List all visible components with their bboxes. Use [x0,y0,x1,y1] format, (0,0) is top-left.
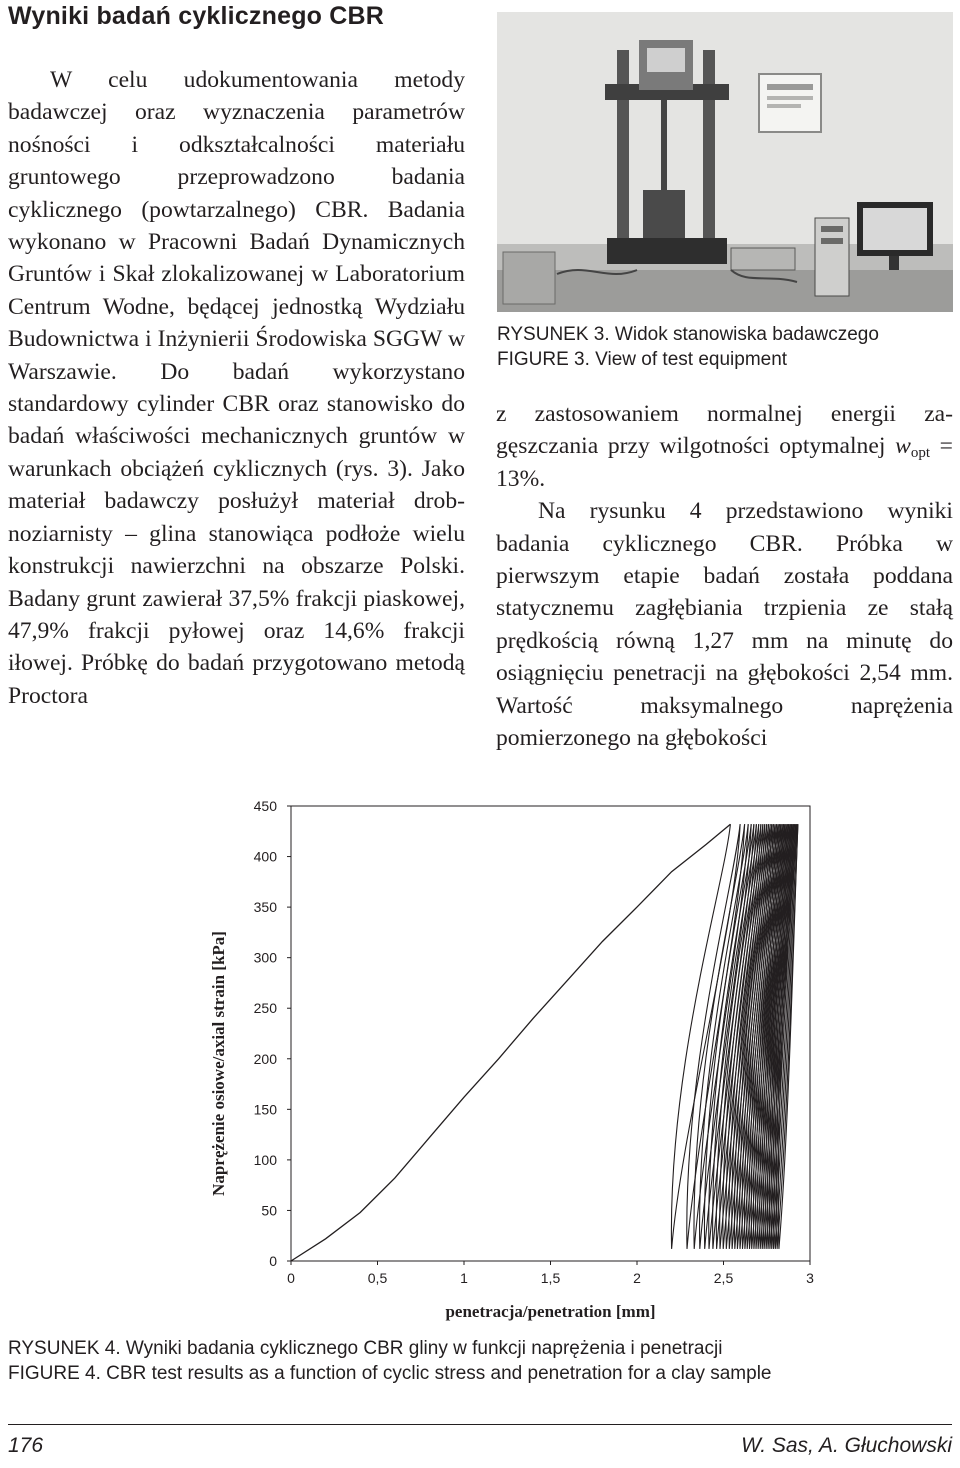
x-tick-label: 2 [633,1270,641,1286]
left-column-text [8,64,465,712]
y-tick-label: 200 [253,1050,277,1067]
x-axis-title: penetracja/penetration [mm] [445,1302,656,1321]
figure4-caption [8,1336,948,1386]
w-subscript: opt [910,445,930,462]
y-tick-label: 450 [253,798,277,814]
x-tick-label: 2,5 [713,1270,734,1286]
right-column-text [496,398,953,754]
w-symbol: w [895,433,911,460]
y-axis-title: Naprężenie osiowe/axial strain [kPa] [209,931,228,1196]
running-authors: W. Sas, A. Głuchowski [741,1434,952,1457]
initial-loading-curve [291,824,730,1261]
x-tick-label: 1 [460,1270,468,1286]
y-tick-label: 400 [253,848,277,865]
right-p1-start: z zastosowaniem normalnej energii zagęszczania przy wilgotności optymalnej [496,401,953,460]
y-tick-label: 50 [261,1202,277,1219]
test-equipment-illustration [497,12,953,312]
x-tick-label: 3 [806,1270,814,1286]
figure3-caption [497,322,953,372]
left-paragraph: W celu udokumentowania metody badawczej oraz wyznaczenia parametrów nośności i odkształcalności materiału gruntowego przeprowadzono badania cyklicznego (powtarzalnego) CBR. Badania wykonano w Pracowni Badań Dynamicznych Gruntów i Skał zlokalizowanej w Laboratorium Centrum Wodne, będącej jednostką Wydziału Budownictwa i Inżynierii Środowiska SGGW w Warszawie. Do badań wykorzystano standardowy cylinder CBR oraz stanowisko do badań właściwości mechanicznych gruntów w warunkach obciążeń cyklicznych (rys. 3). Jako materiał badawczy posłużył materiał drobnoziarnisty – glina stanowiąca podłoże wielu konstrukcji nawierzchni na obszarze Polski. Badany grunt zawierał 37,5% frakcji piaskowej, 47,9% frakcji pyłowej oraz 14,6% frakcji iłowej. Próbkę do badań przygotowano metodą Proctora [8,67,465,709]
cbr-chart-svg [200,786,840,1326]
footer-rule [8,1424,952,1425]
figure3-caption-en: FIGURE 3. View of test equipment [497,349,788,370]
figure4-caption-pl: RYSUNEK 4. Wyniki badania cyklicznego CBR gliny w funkcji naprężenia i penetracji [8,1338,723,1359]
x-tick-label: 1,5 [540,1270,561,1286]
page-number: 176 [8,1434,44,1457]
y-tick-label: 150 [253,1101,277,1118]
y-tick-label: 250 [253,1000,277,1017]
y-tick-label: 0 [269,1253,277,1269]
section-title: Wyniki badań cyklicznego CBR [8,2,385,30]
x-tick-label: 0,5 [367,1270,388,1286]
y-tick-label: 350 [253,899,277,916]
y-tick-label: 300 [253,949,277,966]
x-tick-label: 0 [287,1270,295,1286]
figure4-caption-en: FIGURE 4. CBR test results as a function of cyclic stress and penetration for a clay sample [8,1363,772,1384]
cbr-chart [200,786,840,1326]
right-p1-end: = 13%. [496,433,953,492]
test-equipment-photo [497,12,953,312]
right-paragraph-1 [496,398,953,495]
figure3-caption-pl: RYSUNEK 3. Widok stanowiska badawczego [497,324,879,345]
y-tick-label: 100 [253,1151,277,1168]
right-paragraph-2: Na rysunku 4 przedstawiono wyniki badania cyklicznego CBR. Próbka w pierwszym etapie badań została poddana statycznemu zagłębiania trzpienia ze stałą prędkością równą 1,27 mm na minutę do osiągnięciu penetracji na głębokości 2,54 mm. Wartość maksymalnego naprężenia pomierzonego na głębokości [496,498,953,752]
chart-series [291,824,798,1261]
